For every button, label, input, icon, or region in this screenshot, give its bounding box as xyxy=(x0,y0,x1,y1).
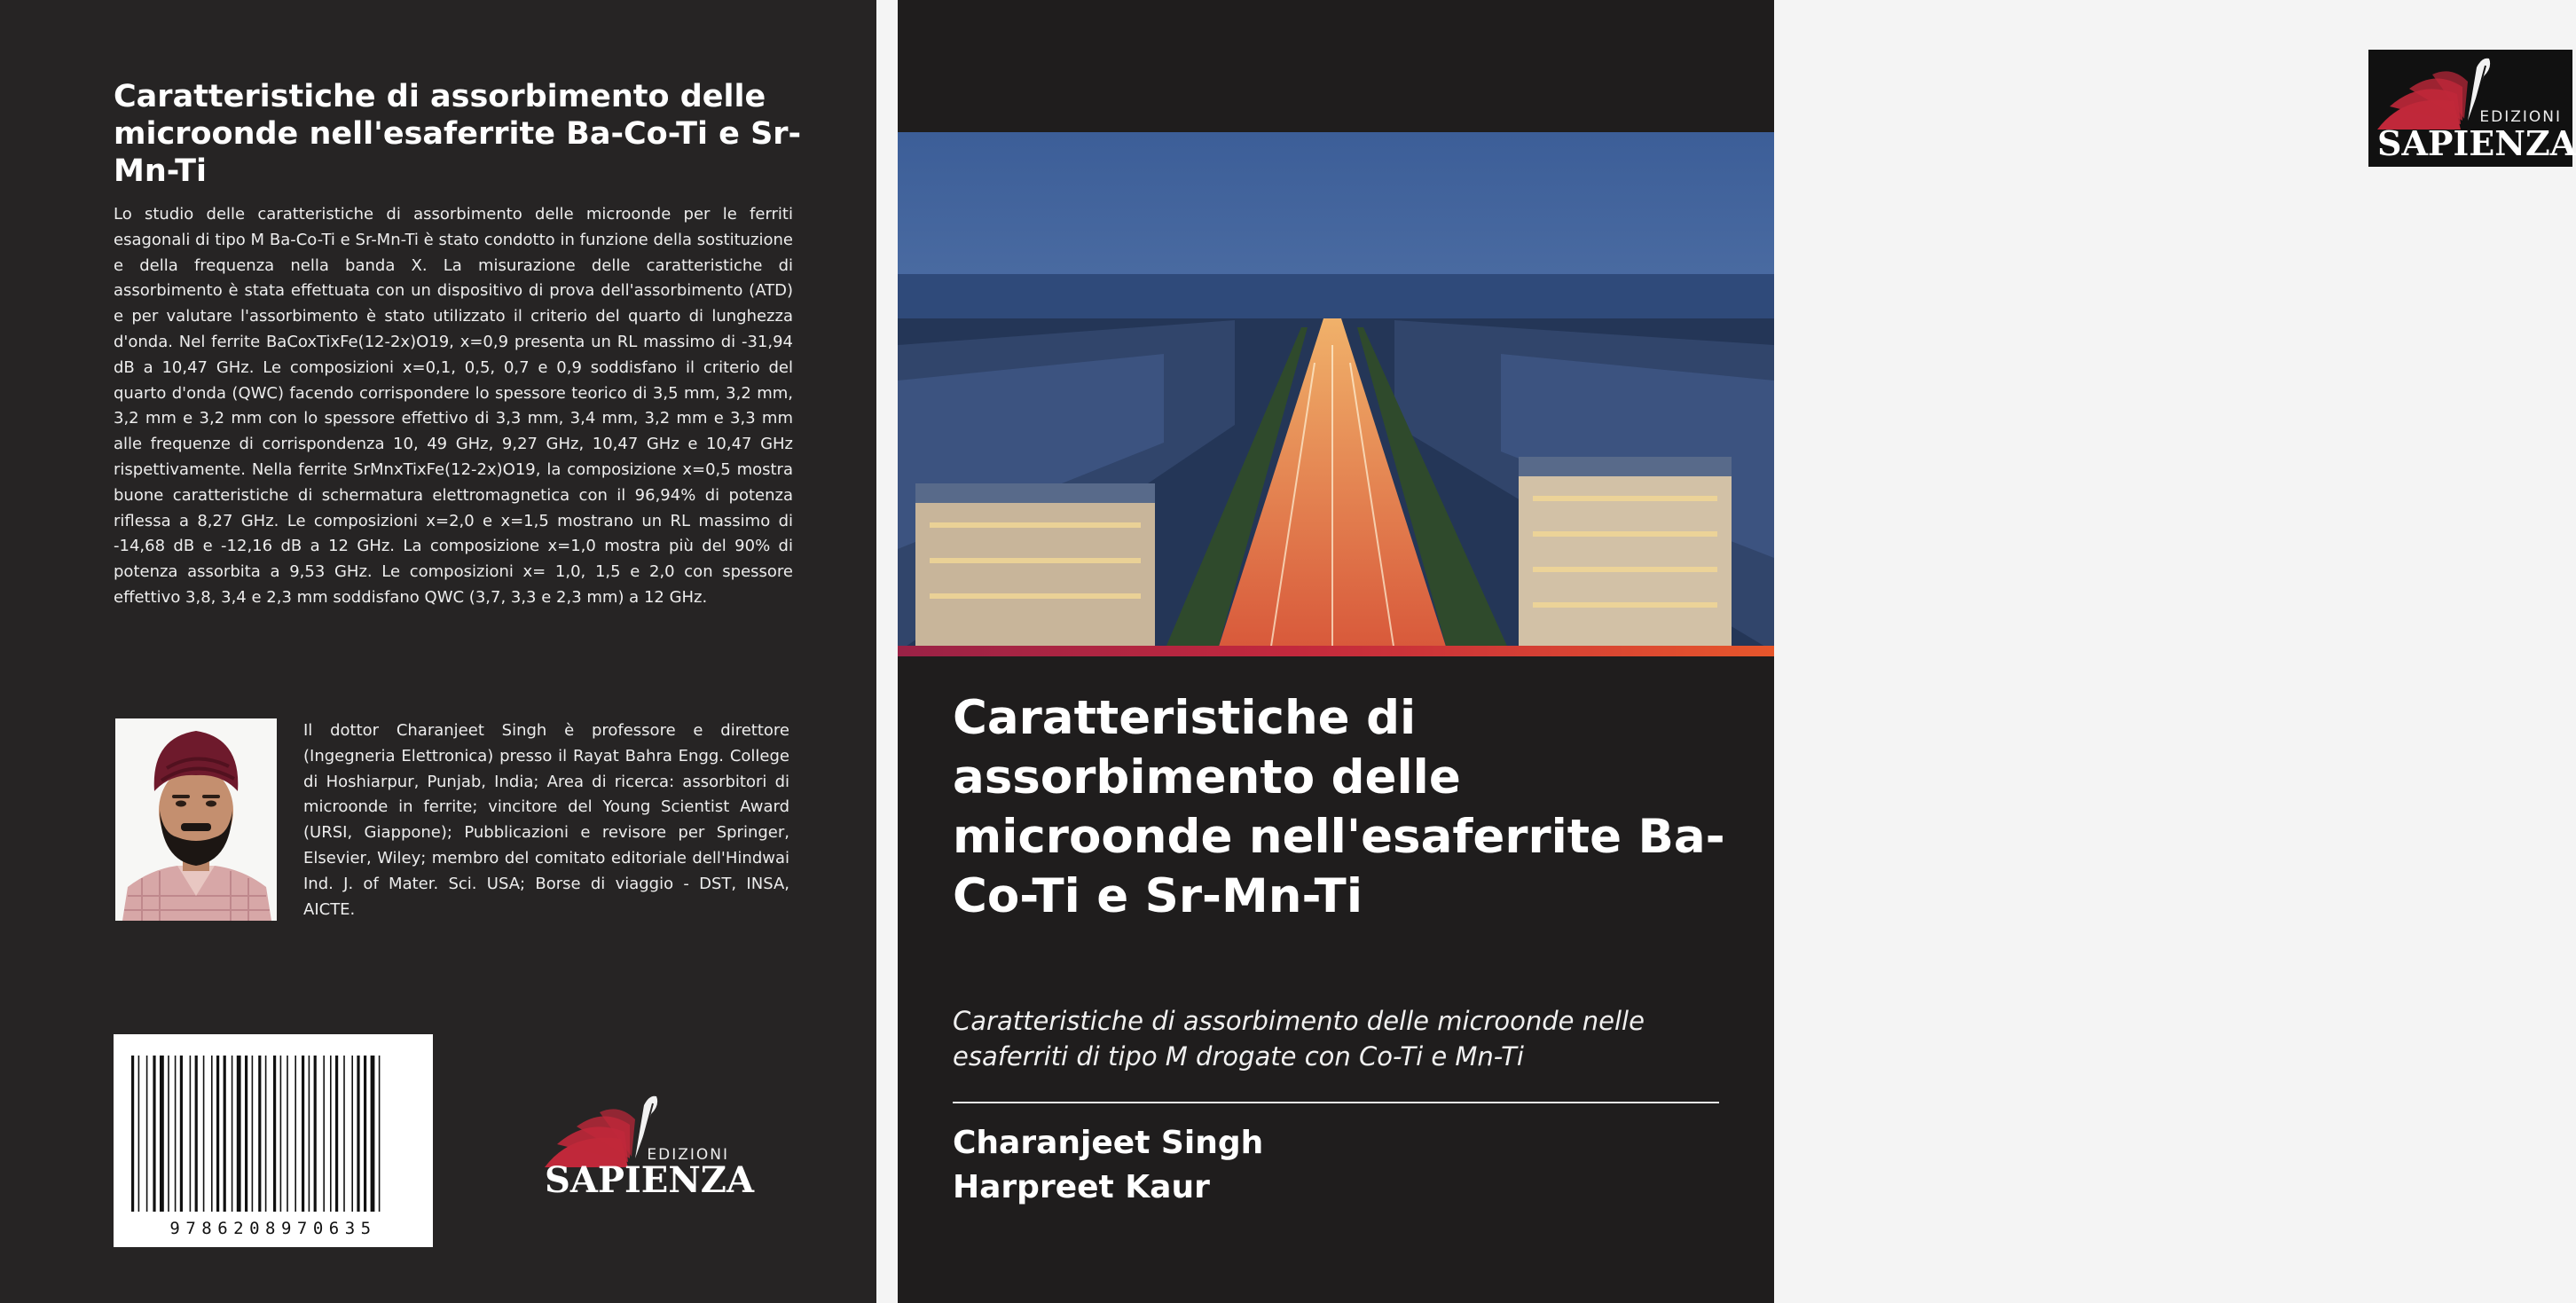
barcode-bar xyxy=(357,1056,359,1212)
publisher-edizioni: EDIZIONI xyxy=(647,1146,729,1164)
barcode-bar xyxy=(168,1056,169,1212)
publisher-logo-back xyxy=(536,1087,754,1205)
cover-photo-paris-avenue xyxy=(898,132,1774,652)
barcode-bar xyxy=(280,1056,282,1212)
barcode-bar xyxy=(302,1056,304,1212)
barcode-bar xyxy=(245,1056,247,1212)
barcode-bar xyxy=(379,1056,381,1212)
barcode-bar xyxy=(138,1056,140,1212)
barcode-bar xyxy=(175,1056,177,1212)
city-night-image xyxy=(898,132,1774,652)
barcode-bar xyxy=(314,1056,317,1212)
publisher-edizioni: EDIZIONI xyxy=(2479,108,2562,126)
isbn-barcode xyxy=(114,1034,433,1247)
author-bio: Il dottor Charanjeet Singh è professore e direttore (Ingegneria Elettronica) presso il Rayat Bahra Engg. College di Hoshiarpur, Punjab, India; Area di ricerca: assorbitori di microonde in ferrite; vincitore del Young Scientist Award (URSI, Giappone); Pubblicazioni e revisore per Springer, Elsevier, Wiley; membro del comitato editoriale dell'Hindwai Ind. J. of Mater. Sci. USA; Borse di viaggio - DST, INSA, AICTE. xyxy=(303,721,789,919)
barcode-bars xyxy=(114,1034,433,1247)
abstract-text: Lo studio delle caratteristiche di assorbimento delle microonde per le ferriti esagonali di tipo M Ba-Co-Ti e Sr-Mn-Ti è stato condotto in funzione della sostituzione e della frequenza nella banda X. La misurazione delle caratteristiche di assorbimento è stata effettuata con un dispositivo di prova dell'assorbimento (ATD) e per valutare l'assorbimento è stato utilizzato il criterio del quarto di lunghezza d'onda. Nel ferrite BaCoxTixFe(12-2x)O19, x=0,9 presenta un RL massimo di -31,94 dB a 10,47 GHz. Le composizioni x=0,1, 0,5, 0,7 e 0,9 soddisfano il criterio del quarto d'onda (QWC) facendo corrispondere lo spessore teorico di 3,5 mm, 3,2 mm, 3,2 mm e 3,2 mm con lo spessore effettivo di 3,3 mm, 3,4 mm, 3,2 mm e 3,3 mm alle frequenze di corrispondenza 10, 49 GHz, 9,27 GHz, 10,47 GHz e 10,47 GHz rispettivamente. Nella ferrite SrMnxTixFe(12-2x)O19, la composizione x=0,5 mostra buone caratteristiche di schermatura elettromagnetica con il 96,94% di potenza riflessa a 8,27 GHz. Le composizioni x=2,0 e x=1,5 mostrano un RL massimo di -14,68 dB e -12,16 dB a 12 GHz. La composizione x=1,0 mostra più del 90% di potenza assorbita a 9,53 GHz. Le composizioni x= 1,0, 1,5 e 2,0 con spessore effettivo 3,8, 3,4 e 2,3 mm soddisfano QWC (3,7, 3,3 e 2,3 mm) a 12 GHz. xyxy=(114,205,793,607)
cover-divider xyxy=(876,0,898,1303)
barcode-bar xyxy=(309,1056,310,1212)
barcode-bar xyxy=(252,1056,254,1212)
author-portrait-image xyxy=(115,718,277,921)
barcode-bar xyxy=(131,1056,134,1212)
barcode-bar xyxy=(211,1056,213,1212)
barcode-bar xyxy=(232,1056,233,1212)
barcode-bar xyxy=(330,1056,332,1212)
barcode-bar xyxy=(273,1056,276,1212)
barcode-bar xyxy=(287,1056,288,1212)
author-photo xyxy=(115,718,277,921)
author-name: Harpreet Kaur xyxy=(953,1169,1210,1205)
barcode-bar xyxy=(146,1056,148,1212)
barcode-bar xyxy=(371,1056,375,1212)
barcode-bar xyxy=(258,1056,261,1212)
publisher-name: SAPIENZA xyxy=(2377,123,2576,163)
front-cover-subtitle: Caratteristiche di assorbimento delle microonde nelle esaferriti di tipo M drogate con Co-Ti e Mn-Ti xyxy=(953,1006,1645,1071)
barcode-bar xyxy=(180,1056,183,1212)
barcode-bar xyxy=(323,1056,325,1212)
barcode-bar xyxy=(364,1056,366,1212)
barcode-bar xyxy=(224,1056,226,1212)
back-cover-title: Caratteristiche di assorbimento delle microonde nell'esaferrite Ba-Co-Ti e Sr-Mn-Ti xyxy=(114,79,802,189)
barcode-bar xyxy=(295,1056,296,1212)
publisher-logo-front xyxy=(2368,50,2576,167)
isbn-number: 9786208970635 xyxy=(169,1219,377,1238)
barcode-bar xyxy=(237,1056,241,1212)
barcode-bar xyxy=(265,1056,267,1212)
barcode-bar xyxy=(195,1056,198,1212)
front-cover-title: Caratteristiche di assorbimento delle microonde nell'esaferrite Ba-Co-Ti e Sr-Mn-Ti xyxy=(953,691,1725,923)
author-list xyxy=(953,1121,1263,1210)
front-cover xyxy=(898,0,2576,1303)
accent-bar xyxy=(898,646,1774,656)
barcode-bar xyxy=(343,1056,345,1212)
author-name: Charanjeet Singh xyxy=(953,1125,1264,1161)
barcode-bar xyxy=(335,1056,338,1212)
divider-line xyxy=(953,1102,1719,1103)
barcode-bar xyxy=(190,1056,192,1212)
publisher-name: SAPIENZA xyxy=(545,1159,754,1201)
barcode-bar xyxy=(216,1056,219,1212)
barcode-bar xyxy=(351,1056,353,1212)
barcode-bar xyxy=(160,1056,164,1212)
barcode-bar xyxy=(153,1056,155,1212)
barcode-bar xyxy=(203,1056,205,1212)
back-cover xyxy=(0,0,876,1303)
